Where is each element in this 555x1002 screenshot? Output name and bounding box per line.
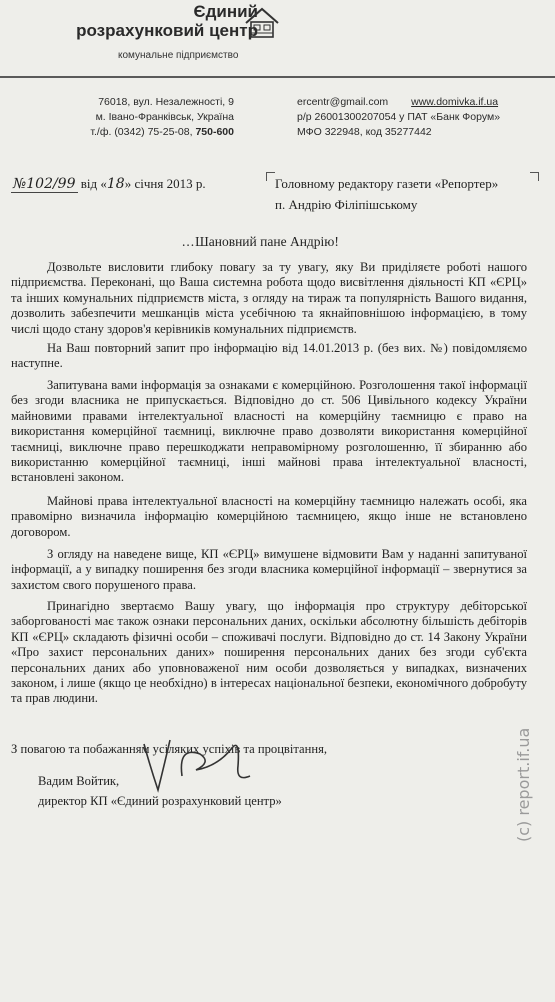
city: м. Івано-Франківськ, Україна: [95, 111, 234, 123]
website-link[interactable]: www.domivka.if.ua: [411, 96, 499, 108]
mfo-code: МФО 322948, код 35277442: [297, 126, 432, 138]
addressee-corner-right: [530, 172, 539, 181]
house-icon: [244, 6, 280, 40]
addressee-line1: Головному редактору газети «Репортер»: [275, 176, 499, 191]
watermark: [514, 727, 536, 1002]
paragraph-2: На Ваш повторний запит про інформацію від 14.01.2013 р. (без вих. №) повідомляємо наступне.: [11, 341, 527, 371]
addressee-corner-left: [266, 172, 275, 181]
closing-line: З повагою та побажанням усіляких успіхів та процвітання,: [11, 742, 328, 756]
org-title: [40, 2, 258, 40]
outgoing-number: №102/99: [13, 176, 76, 192]
contact-block: [297, 95, 547, 140]
org-title-line1: Єдиний: [193, 2, 258, 21]
addressee-line2: п. Андрію Філіпішському: [275, 197, 418, 212]
date-day: 18: [106, 176, 125, 192]
paragraph-6: Принагідно звертаємо Вашу увагу, що інформація про структуру дебіторської заборгованості має також ознаки персональних даних, оскільки абсолютну більшість дебіторів КП «ЄРЦ» складають фізичні особи – споживачі послуги. Відповідно до ст. 14 Закону України «Про захист персональних даних» поширення персональних даних без згоди суб'єкта персональних даних або уповноваженої ним особи дозволяється у випадках, визначених законом, і лише (якщо це необхідно) в інтересах національної безпеки, економічного добробуту та прав людини.: [11, 599, 527, 706]
paragraph-4: Майнові права інтелектуальної власності на комерційну таємницю належать особі, яка правомірно визначила інформацію комерційною таємницею, якщо інше не встановлено договором.: [11, 494, 527, 539]
signer-block: [38, 771, 282, 811]
header-divider: [0, 76, 555, 78]
paragraph-1: Дозвольте висловити глибоку повагу за ту увагу, яку Ви приділяєте роботі нашого підприємства. Переконані, що Ваша системна робота щодо висвітлення діяльності КП «ЄРЦ» та інших комунальних підприємств міста, з огляду на тираж та популярність Вашого видання, дозволить забезпечити мешканців міста усебічною та якнайповнішою інформацією, в тому числі щодо стану здоров'я керівників комунальних підприємств.: [11, 260, 527, 336]
phone-short: 750-600: [195, 126, 234, 138]
bank-account: р/р 26001300207054 у ПАТ «Банк Форум»: [297, 111, 501, 123]
watermark-text: (c) report.if.ua: [514, 727, 533, 842]
registration-line: №102/99 від «18» січня 2013 р.: [13, 176, 206, 192]
addressee-block: [275, 173, 498, 215]
signer-name: Вадим Войтик,: [38, 774, 120, 788]
signer-title: директор КП «Єдиний розрахунковий центр»: [38, 794, 282, 808]
org-title-line2: розрахунковий центр: [76, 21, 258, 40]
paragraph-3: Запитувана вами інформація за ознаками є комерційною. Розголошення такої інформації без згоди власника не припускається. Відповідно до ст. 506 Цивільного кодексу України майновими правами інтелектуальної власності на комерційну таємницю є право на використання комерційної таємниці, виключне право дозволяти використання комерційної таємниці, виключне право перешкоджати неправомірному розголошенню, її збиранню або використанню комерційної таємниці, інші майнові права інтелектуальної власності, встановлені законом.: [11, 378, 527, 485]
greeting: ...Шановний пане Андрію!: [182, 234, 339, 249]
street-address: 76018, вул. Незалежності, 9: [98, 96, 234, 108]
phone: т./ф. (0342) 75-25-08, 750-600: [90, 126, 234, 138]
paragraph-5: З огляду на наведене вище, КП «ЄРЦ» вимушене відмовити Вам у наданні запитуваної інформації, а у випадку поширення без згоди власника комерційної інформації – звернутися за захистом свого порушеного права.: [11, 547, 527, 592]
email: ercentr@gmail.com: [297, 96, 389, 108]
address-block: [72, 95, 234, 140]
org-subtitle: комунальне підприємство: [118, 50, 239, 61]
